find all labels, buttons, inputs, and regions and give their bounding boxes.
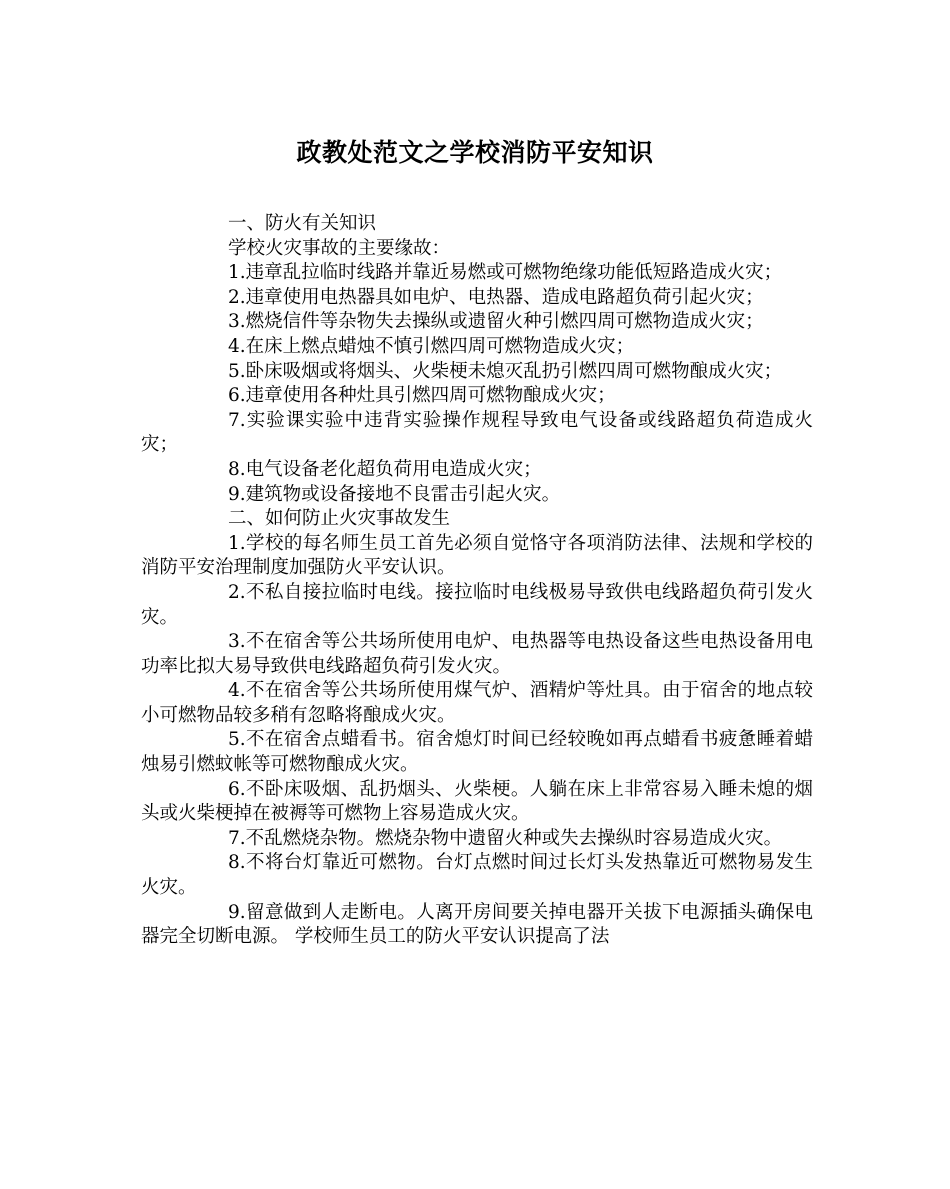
list-item-prevention-8: 8.不将台灯靠近可燃物。台灯点燃时间过长灯头发热靠近可燃物易发生火灾。	[141, 852, 813, 899]
list-item-prevention-2: 2.不私自接拉临时电线。接拉临时电线极易导致供电线路超负荷引发火灾。	[141, 581, 813, 628]
document-body	[141, 212, 813, 950]
list-item-prevention-7: 7.不乱燃烧杂物。燃烧杂物中遗留火种或失去操纵时容易造成火灾。	[228, 827, 783, 849]
list-item-cause-3: 3.燃烧信件等杂物失去操纵或遗留火种引燃四周可燃物造成火灾；	[228, 311, 764, 333]
list-item-prevention-9: 9.留意做到人走断电。人离开房间要关掉电器开关拔下电源插头确保电器完全切断电源。 学校师生员工的防火平安认识提高了法	[141, 901, 813, 948]
list-item-prevention-5: 5.不在宿舍点蜡看书。宿舍熄灯时间已经较晚如再点蜡看书疲惫睡着蜡烛易引燃蚊帐等可燃物酿成火灾。	[141, 729, 813, 776]
list-item-cause-5: 5.卧床吸烟或将烟头、火柴梗未熄灭乱扔引燃四周可燃物酿成火灾；	[228, 360, 783, 382]
document-title: 政教处范文之学校消防平安知识	[296, 138, 654, 167]
section-heading-prevention: 二、如何防止火灾事故发生	[228, 508, 451, 530]
list-item-cause-8: 8.电气设备老化超负荷用电造成火灾；	[228, 458, 542, 480]
list-item-prevention-1: 1.学校的每名师生员工首先必须自觉恪守各项消防法律、法规和学校的消防平安治理制度加强防火平安认识。	[141, 532, 813, 579]
list-item-cause-4: 4.在床上燃点蜡烛不慎引燃四周可燃物造成火灾；	[228, 335, 635, 357]
list-item-cause-2: 2.违章使用电热器具如电炉、电热器、造成电路超负荷引起火灾；	[228, 286, 764, 308]
list-item-cause-9: 9.建筑物或设备接地不良雷击引起火灾。	[228, 483, 561, 505]
list-item-prevention-6: 6.不卧床吸烟、乱扔烟头、火柴梗。人躺在床上非常容易入睡未熄的烟头或火柴梗掉在被褥等可燃物上容易造成火灾。	[141, 778, 813, 825]
list-item-prevention-4: 4.不在宿舍等公共场所使用煤气炉、酒精炉等灶具。由于宿舍的地点较小可燃物品较多稍有忽略将酿成火灾。	[141, 680, 813, 726]
list-item-cause-1: 1.违章乱拉临时线路并靠近易燃或可燃物绝缘功能低短路造成火灾；	[228, 262, 783, 284]
section-heading-fire-knowledge: 一、防火有关知识	[228, 213, 377, 234]
paragraph-causes-intro: 学校火灾事故的主要缘故：	[228, 237, 451, 259]
list-item-prevention-3: 3.不在宿舍等公共场所使用电炉、电热器等电热设备这些电热设备用电功率比拟大易导致供电线路超负荷引发火灾。	[141, 631, 813, 677]
list-item-cause-6: 6.违章使用各种灶具引燃四周可燃物酿成火灾；	[228, 385, 616, 407]
list-item-cause-7: 7.实验课实验中违背实验操作规程导致电气设备或线路超负荷造成火灾；	[141, 409, 813, 456]
